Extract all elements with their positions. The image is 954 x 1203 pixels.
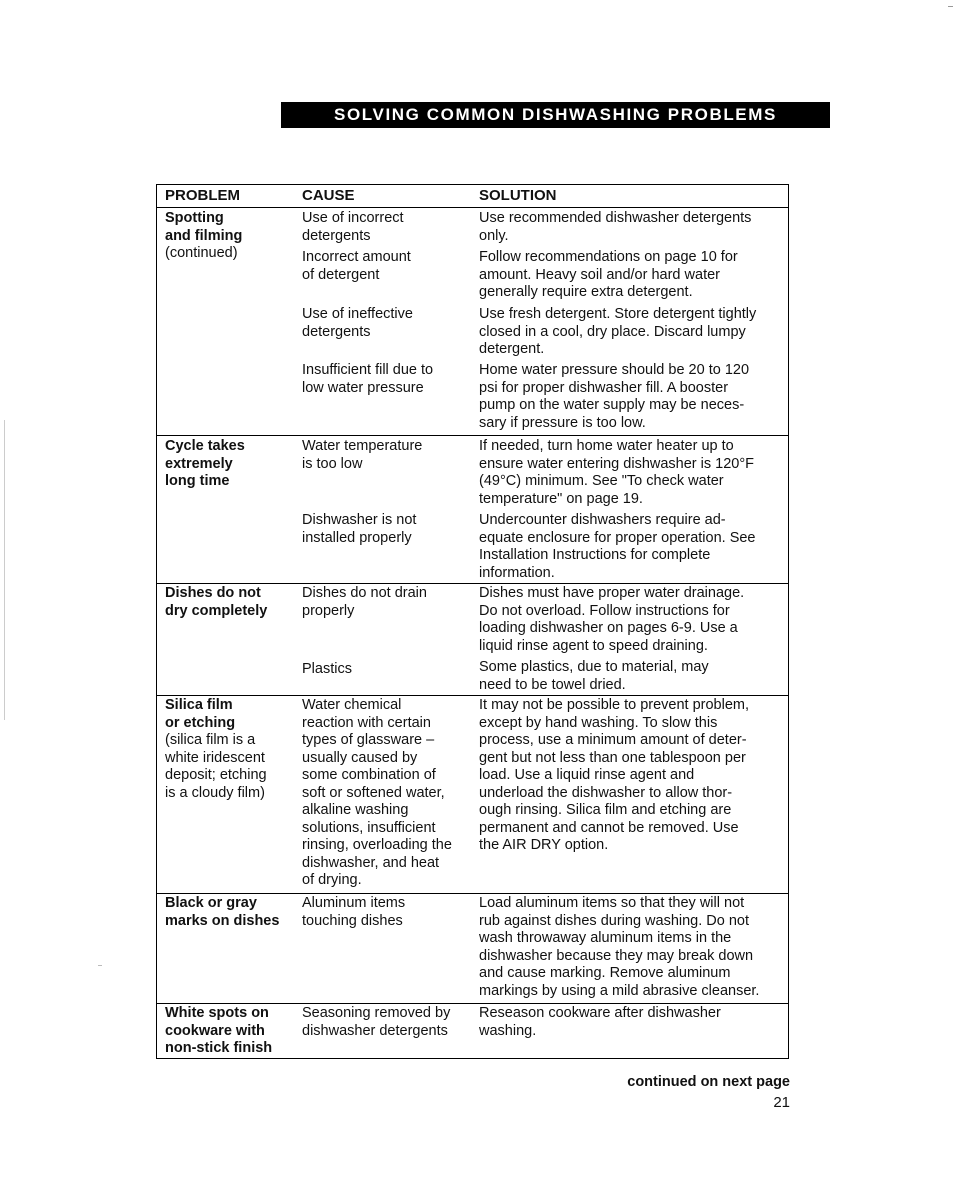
solution-text: Dishes must have proper water drainage. Do not overload. Follow instructions for loading dishwasher on pages 6-9. Use a liquid rinse agent to speed draining. <box>479 585 745 654</box>
solution-text: Some plastics, due to material, may need to be towel dried. <box>479 659 709 693</box>
problem-note: (silica film is a white iridescent deposit; etching is a cloudy film) <box>165 732 267 801</box>
continued-note: continued on next page <box>627 1074 790 1090</box>
problem-label: Silica film or etching <box>165 697 236 731</box>
solution-text: Home water pressure should be 20 to 120 psi for proper dishwasher fill. A booster pump on the water supply may be neces- sary if pressure is too low. <box>479 362 750 431</box>
header-problem: PROBLEM <box>165 187 240 204</box>
header-cause: CAUSE <box>302 187 355 204</box>
cause-text: Incorrect amount of detergent <box>302 249 411 283</box>
page-title: SOLVING COMMON DISHWASHING PROBLEMS <box>281 102 830 128</box>
problem-label: Cycle takes extremely long time <box>165 438 245 489</box>
cause-text: Water chemical reaction with certain types of glassware – usually caused by some combination of soft or softened water, alkaline washing solutions, insufficient rinsing, overloading the dishwasher, and heat of drying. <box>302 697 452 888</box>
table-header <box>157 185 788 208</box>
problem-label: White spots on cookware with non-stick finish <box>165 1005 273 1056</box>
cause-text: Insufficient fill due to low water pressure <box>302 362 434 396</box>
page-number: 21 <box>773 1094 790 1111</box>
cause-text: Use of incorrect detergents <box>302 210 404 244</box>
solution-text: Use recommended dishwasher detergents only. <box>479 210 752 244</box>
scan-mark <box>98 965 102 966</box>
troubleshooting-table <box>156 184 789 1059</box>
cause-text: Water temperature is too low <box>302 438 423 472</box>
scan-mark <box>948 6 953 7</box>
cause-text: Dishwasher is not installed properly <box>302 512 417 546</box>
scan-mark <box>4 420 5 720</box>
table-row <box>157 583 788 696</box>
table-row <box>157 695 788 894</box>
table-row <box>157 1003 788 1058</box>
cause-text: Dishes do not drain properly <box>302 585 427 619</box>
table-row <box>157 893 788 1004</box>
solution-text: Reseason cookware after dishwasher washing. <box>479 1005 721 1039</box>
problem-note: (continued) <box>165 245 238 261</box>
header-solution: SOLUTION <box>479 187 557 204</box>
solution-text: Load aluminum items so that they will not rub against dishes during washing. Do not wash throwaway aluminum items in the dishwasher because they may break down and cause marking. Remove aluminum markings by using a mild abrasive cleanser. <box>479 895 760 999</box>
solution-text: Follow recommendations on page 10 for amount. Heavy soil and/or hard water generally require extra detergent. <box>479 249 738 300</box>
table-row <box>157 207 788 436</box>
cause-text: Aluminum items touching dishes <box>302 895 406 929</box>
solution-text: Undercounter dishwashers require ad- equate enclosure for proper operation. See Installation Instructions for complete information. <box>479 512 756 581</box>
cause-text: Plastics <box>302 661 352 677</box>
cause-text: Use of ineffective detergents <box>302 306 413 340</box>
cause-text: Seasoning removed by dishwasher detergents <box>302 1005 451 1039</box>
problem-label: Spotting and filming <box>165 210 243 244</box>
table-row <box>157 435 788 584</box>
problem-label: Dishes do not dry completely <box>165 585 268 619</box>
solution-text: It may not be possible to prevent problem, except by hand washing. To slow this process, use a minimum amount of deter- gent but not less than one tablespoon per load. Use a liquid rinse agent and underload the dishwasher to allow thor- ough rinsing. Silica film and etching are permanent and cannot be removed. Use the AIR DRY option. <box>479 697 750 853</box>
solution-text: Use fresh detergent. Store detergent tightly closed in a cool, dry place. Discard lumpy detergent. <box>479 306 757 357</box>
solution-text: If needed, turn home water heater up to ensure water entering dishwasher is 120°F (49°C) minimum. See "To check water temperature" on page 19. <box>479 438 754 507</box>
problem-label: Black or gray marks on dishes <box>165 895 280 929</box>
